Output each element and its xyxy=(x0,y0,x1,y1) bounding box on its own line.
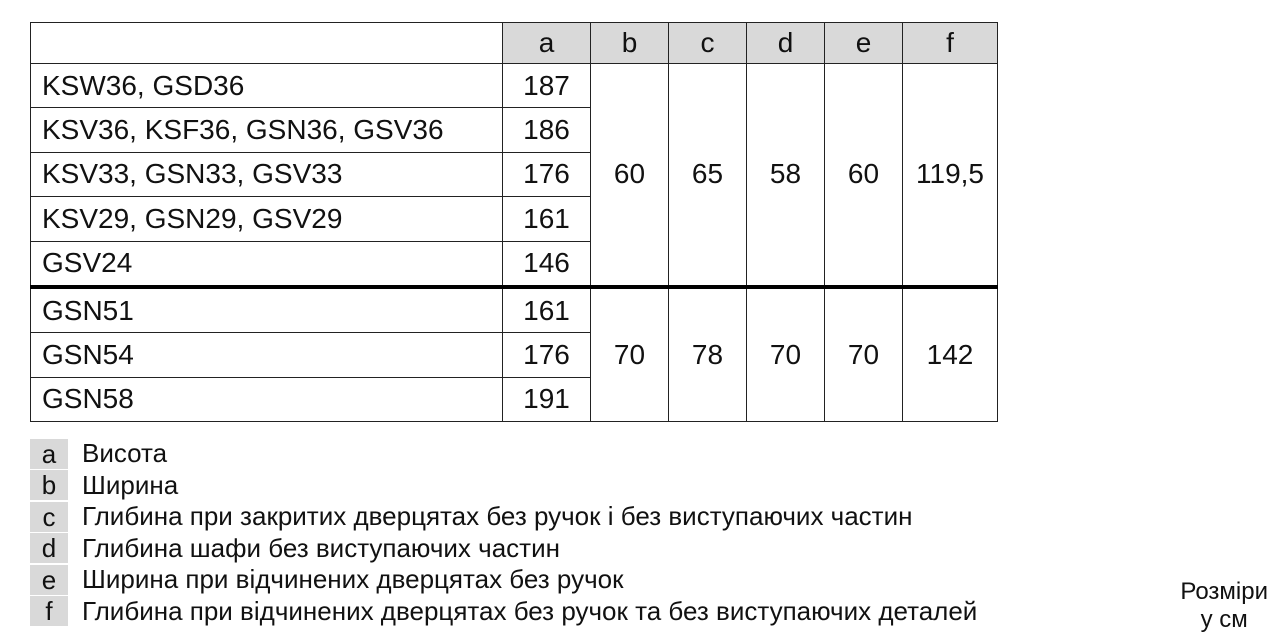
legend-key: c xyxy=(30,502,68,532)
units-note xyxy=(1180,578,1268,634)
width-cell: 70 xyxy=(591,287,669,422)
legend-item xyxy=(30,470,977,502)
height-cell: 176 xyxy=(503,333,591,377)
width-cell: 60 xyxy=(591,64,669,287)
height-cell: 161 xyxy=(503,197,591,241)
header-e: e xyxy=(825,23,903,64)
legend-key: f xyxy=(30,596,68,626)
legend-key: d xyxy=(30,533,68,563)
legend-item xyxy=(30,438,977,470)
header-a: a xyxy=(503,23,591,64)
header-f: f xyxy=(903,23,998,64)
legend-text: Глибина при відчинених дверцятах без ручок та без виступаючих деталей xyxy=(82,595,978,626)
header-d: d xyxy=(747,23,825,64)
model-cell: KSW36, GSD36 xyxy=(31,64,503,108)
header-corner-cell xyxy=(31,23,503,64)
cabinet-depth-cell: 58 xyxy=(747,64,825,287)
dimension-legend xyxy=(30,438,977,627)
depth-open-cell: 119,5 xyxy=(903,64,998,287)
height-cell: 191 xyxy=(503,377,591,421)
legend-key: a xyxy=(30,439,68,469)
depth-open-cell: 142 xyxy=(903,287,998,422)
table-header-row xyxy=(31,23,998,64)
height-cell: 161 xyxy=(503,287,591,333)
width-open-cell: 70 xyxy=(825,287,903,422)
header-b: b xyxy=(591,23,669,64)
width-open-cell: 60 xyxy=(825,64,903,287)
model-cell: GSN58 xyxy=(31,377,503,421)
dimensions-table xyxy=(30,22,998,422)
height-cell: 146 xyxy=(503,241,591,287)
model-cell: KSV33, GSN33, GSV33 xyxy=(31,152,503,196)
table-row xyxy=(31,64,998,108)
depth-closed-cell: 65 xyxy=(669,64,747,287)
height-cell: 176 xyxy=(503,152,591,196)
legend-item xyxy=(30,564,977,596)
model-cell: GSV24 xyxy=(31,241,503,287)
height-cell: 187 xyxy=(503,64,591,108)
depth-closed-cell: 78 xyxy=(669,287,747,422)
legend-key: b xyxy=(30,470,68,500)
legend-item xyxy=(30,501,977,533)
legend-text: Ширина xyxy=(82,469,179,500)
header-c: c xyxy=(669,23,747,64)
units-line-1: Розміри xyxy=(1180,578,1268,605)
legend-item xyxy=(30,533,977,565)
model-cell: KSV36, KSF36, GSN36, GSV36 xyxy=(31,108,503,152)
legend-text: Глибина шафи без виступаючих частин xyxy=(82,532,560,563)
model-cell: KSV29, GSN29, GSV29 xyxy=(31,197,503,241)
cabinet-depth-cell: 70 xyxy=(747,287,825,422)
table-row xyxy=(31,287,998,333)
legend-key: e xyxy=(30,565,68,595)
model-cell: GSN54 xyxy=(31,333,503,377)
model-cell: GSN51 xyxy=(31,287,503,333)
legend-text: Висота xyxy=(82,438,168,468)
legend-item xyxy=(30,596,977,628)
units-line-2: у см xyxy=(1200,606,1248,633)
legend-text: Глибина при закритих дверцятах без ручок і без виступаючих частин xyxy=(82,501,913,531)
legend-text: Ширина при відчинених дверцятах без ручок xyxy=(82,564,624,594)
height-cell: 186 xyxy=(503,108,591,152)
